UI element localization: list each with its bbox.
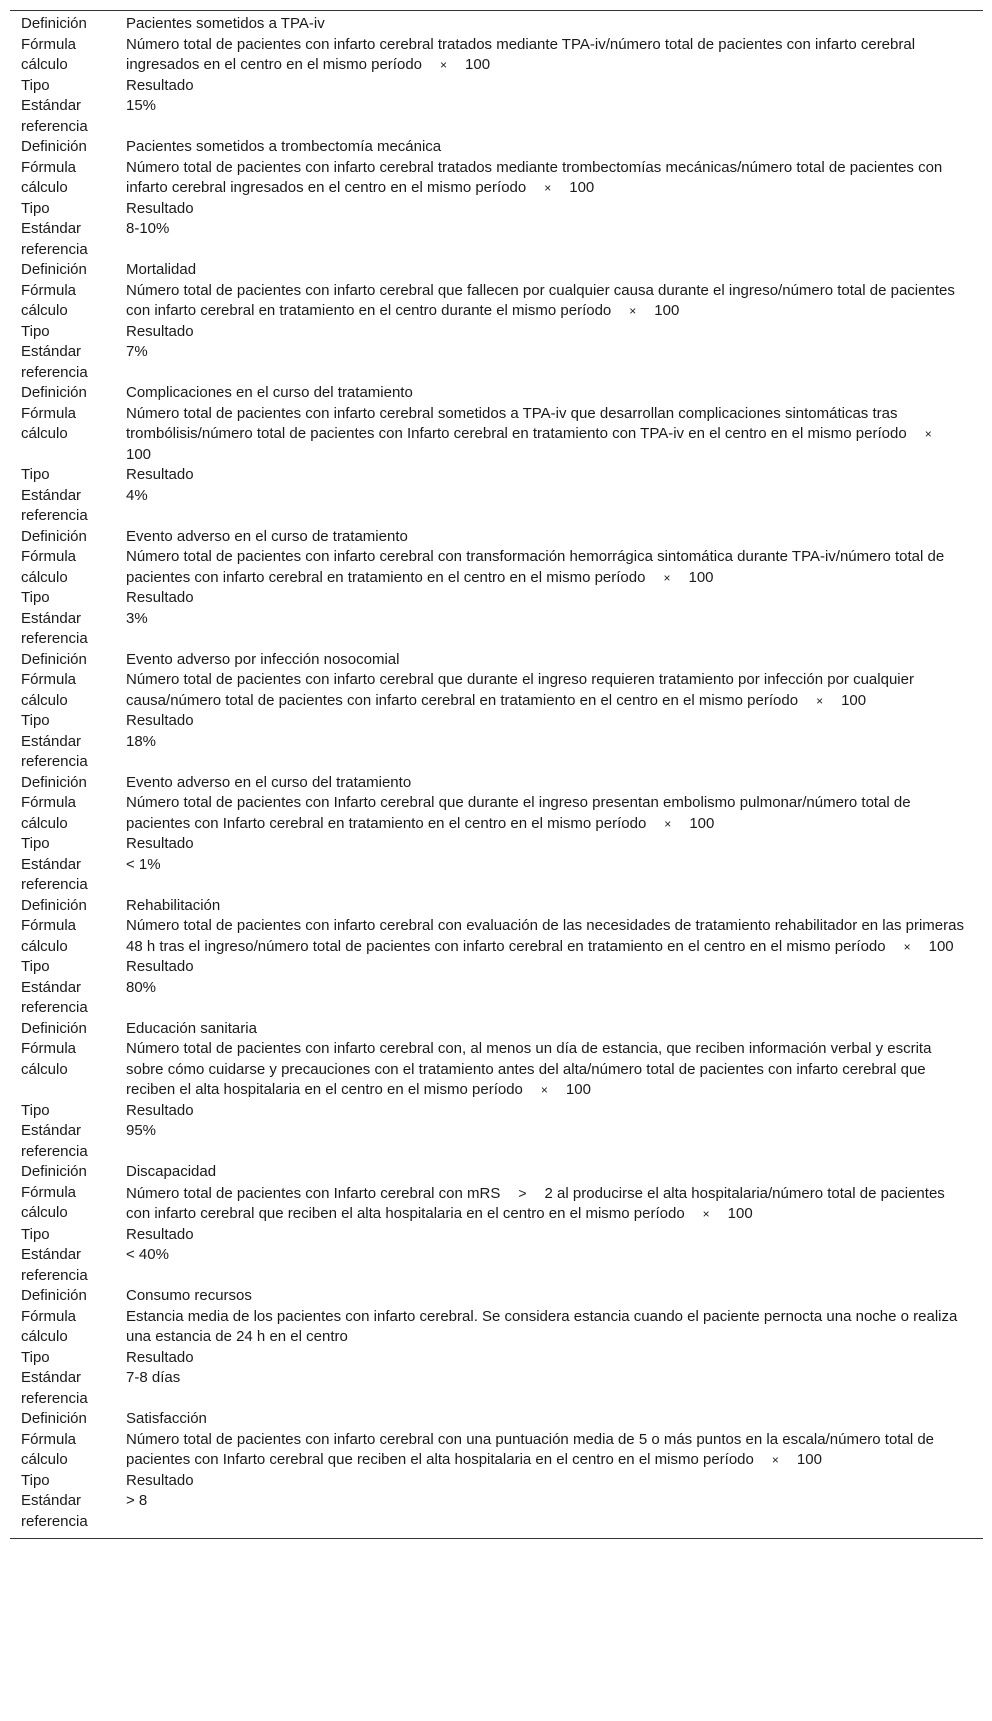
definition-label: Definición xyxy=(21,896,87,914)
formula-row xyxy=(10,281,983,322)
formula-row xyxy=(10,793,983,834)
standard-label: Estándar referencia xyxy=(21,1122,88,1160)
standard-value: 3% xyxy=(126,609,148,627)
formula-label: Fórmula cálculo xyxy=(21,281,77,319)
definition-value: Evento adverso por infección nosocomial xyxy=(126,650,400,668)
standard-label: Estándar referencia xyxy=(21,343,88,381)
standard-row xyxy=(10,1368,983,1409)
indicators-table xyxy=(10,10,983,1539)
definition-label: Definición xyxy=(21,1163,87,1180)
type-value: Resultado xyxy=(126,589,194,606)
standard-label: Estándar referencia xyxy=(21,978,88,1016)
comparison-symbol: > xyxy=(518,1184,527,1201)
type-value: Resultado xyxy=(126,322,194,340)
multiplier-value: 100 xyxy=(654,302,680,319)
definition-value: Discapacidad xyxy=(126,1163,217,1180)
multiplier-value: 100 xyxy=(727,1205,753,1222)
formula-label: Fórmula cálculo xyxy=(21,1430,77,1468)
formula-label: Fórmula cálculo xyxy=(21,35,77,73)
type-row xyxy=(10,1348,983,1369)
formula-text: Estancia media de los pacientes con infarto cerebral. Se considera estancia cuando el paciente pernocta una noche o realiza una estancia de 24 h en el centro xyxy=(126,1307,958,1345)
type-value: Resultado xyxy=(126,1225,194,1243)
type-row xyxy=(10,199,983,220)
times-symbol: × xyxy=(629,304,637,318)
standard-value: 7-8 días xyxy=(126,1369,181,1386)
definition-label: Definición xyxy=(21,261,87,278)
type-row xyxy=(10,322,983,343)
definition-value: Evento adverso en el curso de tratamiento xyxy=(126,527,408,545)
standard-row xyxy=(10,486,983,527)
standard-value: > 8 xyxy=(126,1492,148,1509)
standard-label: Estándar referencia xyxy=(21,486,88,524)
standard-row xyxy=(10,855,983,896)
definition-value: Satisfacción xyxy=(126,1410,207,1427)
formula-text: Número total de pacientes con infarto cerebral con, al menos un día de estancia, que reciben información verbal y escrita sobre cómo cuidarse y precauciones con el tratamiento antes del alta/número total de pacientes con infarto cerebral que reciben el alta hospitalaria en el centro en el mismo período xyxy=(126,1040,932,1098)
formula-row xyxy=(10,158,983,199)
standard-value: < 40% xyxy=(126,1246,169,1263)
standard-value: 18% xyxy=(126,732,157,750)
times-symbol: × xyxy=(663,570,671,585)
type-row xyxy=(10,711,983,732)
times-symbol: × xyxy=(440,58,448,72)
definition-value: Complicaciones en el curso del tratamiento xyxy=(126,384,413,401)
definition-label: Definición xyxy=(21,1287,87,1304)
standard-value: 7% xyxy=(126,343,148,360)
formula-text: Número total de pacientes con infarto cerebral con una puntuación media de 5 o más puntos en la escala/número total de pacientes con Infarto cerebral que reciben el alta hospitalaria en el centro en el mismo período xyxy=(126,1430,935,1468)
standard-label: Estándar referencia xyxy=(21,220,88,258)
standard-row xyxy=(10,219,983,260)
times-symbol: × xyxy=(771,1453,779,1467)
standard-value: < 1% xyxy=(126,855,161,873)
formula-prefix: Número total de pacientes con Infarto cerebral con mRS xyxy=(126,1184,501,1202)
formula-text: Número total de pacientes con infarto cerebral tratados mediante trombectomías mecánicas/número total de pacientes con infarto cerebral ingresados en el centro en el mismo período xyxy=(126,158,943,196)
standard-row xyxy=(10,978,983,1019)
multiplier-value: 100 xyxy=(688,568,714,586)
formula-value xyxy=(126,1183,983,1225)
multiplier-value: 100 xyxy=(841,691,867,709)
times-symbol: × xyxy=(664,816,672,831)
type-value: Resultado xyxy=(126,835,194,852)
definition-label: Definición xyxy=(21,773,87,791)
formula-text: Número total de pacientes con Infarto cerebral que durante el ingreso presentan embolismo pulmonar/número total de pacientes con Infarto cerebral en tratamiento en el centro en el mismo período xyxy=(126,794,911,832)
formula-value xyxy=(126,35,983,76)
definition-row xyxy=(10,137,983,158)
multiplier-value: 100 xyxy=(796,1451,822,1468)
definition-row xyxy=(10,1162,983,1183)
type-label: Tipo xyxy=(21,199,50,217)
multiplier-value: 100 xyxy=(126,445,152,463)
formula-label: Fórmula cálculo xyxy=(21,548,77,586)
definition-label: Definición xyxy=(21,650,87,668)
definition-row xyxy=(10,527,983,548)
formula-text: Número total de pacientes con infarto cerebral que durante el ingreso requieren tratamiento por infección por cualquier causa/número total de pacientes con infarto cerebral en tratamiento en el centro en el mismo período xyxy=(126,671,914,709)
formula-row xyxy=(10,35,983,76)
type-label: Tipo xyxy=(21,1101,50,1119)
multiplier-value: 100 xyxy=(465,56,491,73)
formula-label: Fórmula cálculo xyxy=(21,1183,77,1221)
standard-value: 15% xyxy=(126,97,157,114)
definition-label: Definición xyxy=(21,15,87,32)
definition-value: Rehabilitación xyxy=(126,896,221,914)
type-value: Resultado xyxy=(126,958,194,975)
type-row xyxy=(10,957,983,978)
times-symbol: × xyxy=(540,1083,548,1097)
formula-row xyxy=(10,1039,983,1101)
type-row xyxy=(10,1101,983,1122)
formula-text: 2 al producirse el alta hospitalaria/número total de pacientes con infarto cerebral que reciben el alta hospitalaria en el centro en el mismo período xyxy=(126,1184,945,1222)
standard-label: Estándar referencia xyxy=(21,1246,88,1284)
multiplier-value: 100 xyxy=(569,179,595,196)
formula-row xyxy=(10,1307,983,1348)
formula-label: Fórmula cálculo xyxy=(21,1307,77,1345)
type-value: Resultado xyxy=(126,199,194,217)
definition-row xyxy=(10,650,983,671)
type-value: Resultado xyxy=(126,466,194,483)
type-value: Resultado xyxy=(126,76,194,94)
definition-value: Pacientes sometidos a TPA-iv xyxy=(126,15,325,32)
definition-row xyxy=(10,1409,983,1430)
formula-value xyxy=(126,547,983,588)
type-row xyxy=(10,834,983,855)
standard-label: Estándar referencia xyxy=(21,609,88,647)
formula-value xyxy=(126,670,983,711)
definition-label: Definición xyxy=(21,1019,87,1037)
definition-label: Definición xyxy=(21,1410,87,1427)
standard-row xyxy=(10,609,983,650)
type-row xyxy=(10,588,983,609)
times-symbol: × xyxy=(702,1207,710,1221)
definition-row xyxy=(10,773,983,794)
standard-row xyxy=(10,1491,983,1532)
definition-label: Definición xyxy=(21,384,87,401)
standard-value: 80% xyxy=(126,978,157,996)
definition-value: Mortalidad xyxy=(126,261,197,278)
times-symbol: × xyxy=(924,427,932,441)
formula-text: Número total de pacientes con infarto cerebral sometidos a TPA-iv que desarrollan complicaciones sintomáticas tras trombólisis/número total de pacientes con Infarto cerebral en tratamiento con TPA-iv en el centro en el mismo período xyxy=(126,404,907,442)
type-label: Tipo xyxy=(21,1348,50,1366)
formula-value xyxy=(126,1430,983,1471)
type-label: Tipo xyxy=(21,958,50,975)
multiplier-value: 100 xyxy=(689,814,715,832)
standard-label: Estándar referencia xyxy=(21,97,88,135)
formula-label: Fórmula cálculo xyxy=(21,158,77,196)
multiplier-value: 100 xyxy=(565,1081,591,1098)
formula-text: Número total de pacientes con infarto cerebral que fallecen por cualquier causa durante el ingreso/número total de pacientes con infarto cerebral en tratamiento en el centro durante el mismo período xyxy=(126,281,955,319)
type-label: Tipo xyxy=(21,466,50,483)
definition-row xyxy=(10,14,983,35)
formula-text: Número total de pacientes con infarto cerebral con evaluación de las necesidades de tratamiento rehabilitador en las primeras 48 h tras el ingreso/número total de pacientes con infarto cerebral en tratamiento en el centro en el mismo período xyxy=(126,917,964,955)
definition-row xyxy=(10,1286,983,1307)
standard-value: 8-10% xyxy=(126,220,170,237)
definition-label: Definición xyxy=(21,527,87,545)
type-label: Tipo xyxy=(21,835,50,852)
type-value: Resultado xyxy=(126,1101,194,1119)
standard-label: Estándar referencia xyxy=(21,732,88,770)
formula-text: Número total de pacientes con infarto cerebral tratados mediante TPA-iv/número total de pacientes con infarto cerebral ingresados en el centro en el mismo período xyxy=(126,35,916,73)
type-label: Tipo xyxy=(21,589,50,606)
type-label: Tipo xyxy=(21,322,50,340)
standard-row xyxy=(10,1245,983,1286)
formula-row xyxy=(10,1430,983,1471)
formula-label: Fórmula cálculo xyxy=(21,794,77,832)
formula-row xyxy=(10,547,983,588)
formula-value xyxy=(126,404,983,466)
type-row xyxy=(10,76,983,97)
formula-label: Fórmula cálculo xyxy=(21,404,77,442)
formula-value xyxy=(126,916,983,957)
type-value: Resultado xyxy=(126,712,194,729)
definition-value: Educación sanitaria xyxy=(126,1019,257,1037)
type-label: Tipo xyxy=(21,1225,50,1243)
standard-row xyxy=(10,96,983,137)
standard-value: 95% xyxy=(126,1122,157,1139)
type-row xyxy=(10,1225,983,1246)
formula-value xyxy=(126,158,983,199)
definition-value: Pacientes sometidos a trombectomía mecánica xyxy=(126,138,442,155)
formula-text: Número total de pacientes con infarto cerebral con transformación hemorrágica sintomática durante TPA-iv/número total de pacientes con infarto cerebral en tratamiento en el centro en el mismo período xyxy=(126,548,945,586)
formula-value xyxy=(126,281,983,322)
standard-row xyxy=(10,342,983,383)
standard-value: 4% xyxy=(126,486,148,504)
type-row xyxy=(10,465,983,486)
formula-row xyxy=(10,670,983,711)
definition-row xyxy=(10,383,983,404)
definition-label: Definición xyxy=(21,138,87,155)
definition-value: Consumo recursos xyxy=(126,1287,252,1304)
definition-row xyxy=(10,896,983,917)
formula-label: Fórmula cálculo xyxy=(21,917,77,955)
formula-value xyxy=(126,793,983,834)
multiplier-value: 100 xyxy=(928,937,954,955)
definition-row xyxy=(10,260,983,281)
formula-label: Fórmula cálculo xyxy=(21,1040,77,1078)
standard-label: Estándar referencia xyxy=(21,855,88,893)
standard-label: Estándar referencia xyxy=(21,1369,88,1407)
standard-label: Estándar referencia xyxy=(21,1492,88,1530)
formula-row xyxy=(10,1183,983,1225)
standard-row xyxy=(10,1121,983,1162)
times-symbol: × xyxy=(544,181,552,195)
standard-row xyxy=(10,732,983,773)
formula-row xyxy=(10,404,983,466)
formula-label: Fórmula cálculo xyxy=(21,671,77,709)
type-value: Resultado xyxy=(126,1471,194,1489)
definition-value: Evento adverso en el curso del tratamiento xyxy=(126,773,412,791)
formula-value xyxy=(126,1039,983,1101)
formula-value xyxy=(126,1307,983,1348)
type-label: Tipo xyxy=(21,712,50,729)
type-value: Resultado xyxy=(126,1348,194,1366)
formula-row xyxy=(10,916,983,957)
times-symbol: × xyxy=(816,693,824,708)
definition-row xyxy=(10,1019,983,1040)
type-label: Tipo xyxy=(21,76,50,94)
type-label: Tipo xyxy=(21,1471,50,1489)
times-symbol: × xyxy=(903,939,911,954)
type-row xyxy=(10,1471,983,1492)
